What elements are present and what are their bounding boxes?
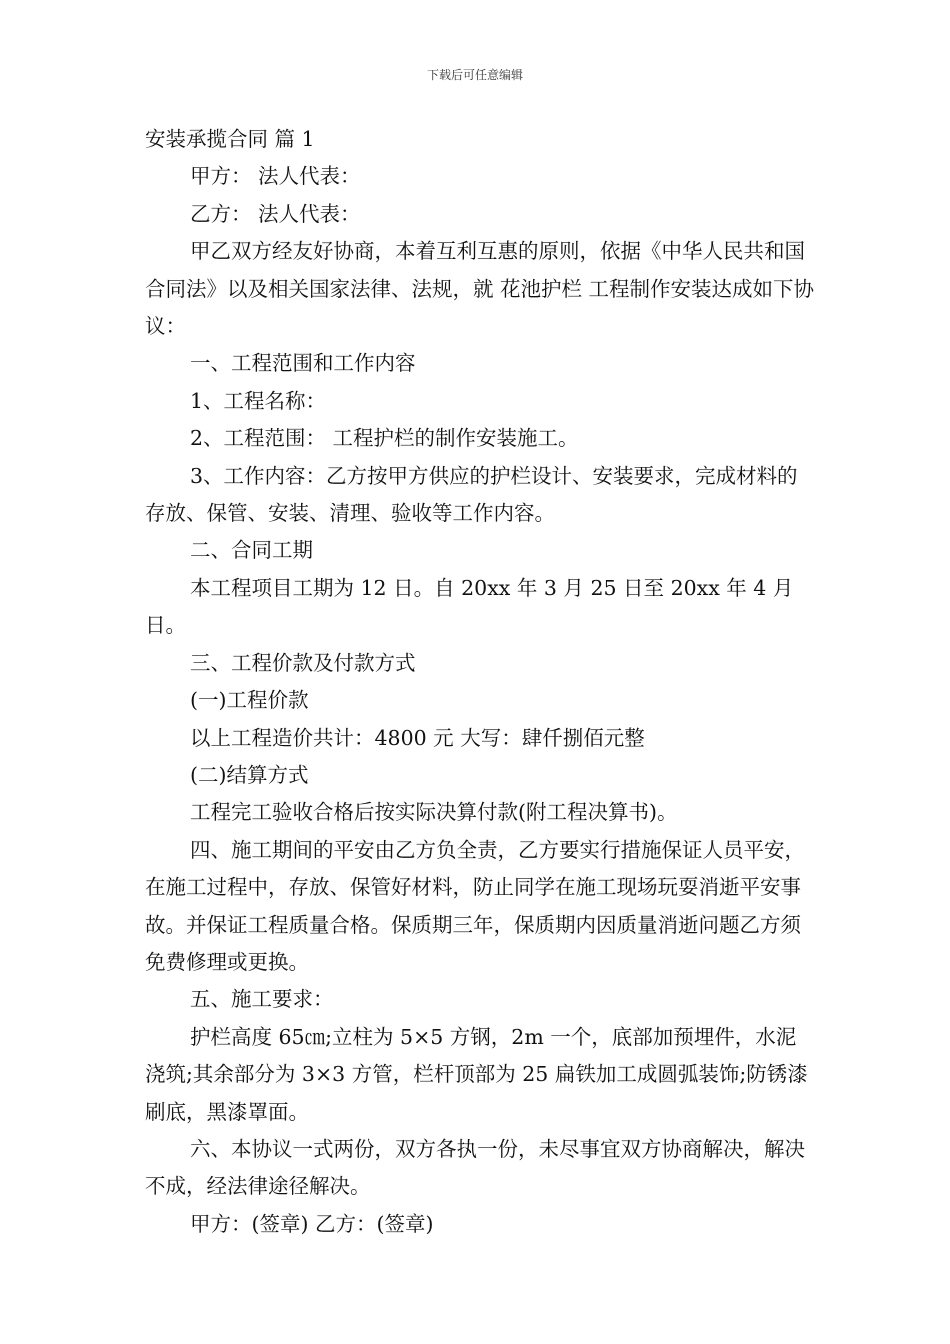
section-heading-scope: 一、工程范围和工作内容 (190, 351, 416, 376)
paragraph-party-b: 乙方： 法人代表： (190, 201, 361, 226)
paragraph-project-scope: 2、工程范围： 工程护栏的制作安装施工。 (190, 426, 579, 451)
paragraph-settlement: 工程完工验收合格后按实际决算付款(附工程决算书)。 (190, 800, 678, 825)
section-heading-requirements: 五、施工要求： (190, 987, 334, 1012)
paragraph-safety: 四、施工期间的平安由乙方负全责，乙方要实行措施保证人员平安，在施工过程中，存放、保管好材料，防止同学在施工现场玩耍消逝平安事故。并保证工程质量合格。保质期三年，保质期内因质量消逝问题乙方须免费修理或更换。 (145, 837, 805, 974)
document-body (145, 121, 815, 1243)
paragraph-party-a: 甲方： 法人代表： (190, 164, 361, 189)
paragraph-requirements: 护栏高度 65㎝;立柱为 5×5 方钢，2m 一个，底部加预埋件，水泥浇筑;其余部分为 3×3 方管，栏杆顶部为 25 扁铁加工成圆弧装饰;防锈漆刷底，黑漆罩面。 (145, 1024, 808, 1124)
paragraph-project-name: 1、工程名称： (190, 388, 327, 413)
page-header-note: 下载后可任意编辑 (426, 68, 523, 82)
subheading-settlement: (二)结算方式 (190, 762, 309, 787)
paragraph-duration: 本工程项目工期为 12 日。自 20xx 年 3 月 25 日至 20xx 年 4 月日。 (145, 575, 794, 638)
subheading-price: (一)工程价款 (190, 688, 309, 713)
paragraph-signatures: 甲方：(签章) 乙方：(签章) (190, 1211, 434, 1236)
document-title: 安装承揽合同 篇 1 (145, 127, 315, 151)
section-heading-payment: 三、工程价款及付款方式 (190, 650, 416, 675)
section-heading-duration: 二、合同工期 (190, 538, 313, 563)
paragraph-price: 以上工程造价共计：4800 元 大写：肆仟捌佰元整 (190, 725, 645, 750)
paragraph-copies: 六、本协议一式两份，双方各执一份，未尽事宜双方协商解决，解决不成，经法律途径解决。 (145, 1136, 805, 1199)
paragraph-work-content: 3、工作内容：乙方按甲方供应的护栏设计、安装要求，完成材料的存放、保管、安装、清理、验收等工作内容。 (145, 463, 798, 526)
paragraph-preamble: 甲乙双方经友好协商，本着互利互惠的原则，依据《中华人民共和国合同法》以及相关国家法律、法规，就 花池护栏 工程制作安装达成如下协议： (145, 239, 815, 339)
